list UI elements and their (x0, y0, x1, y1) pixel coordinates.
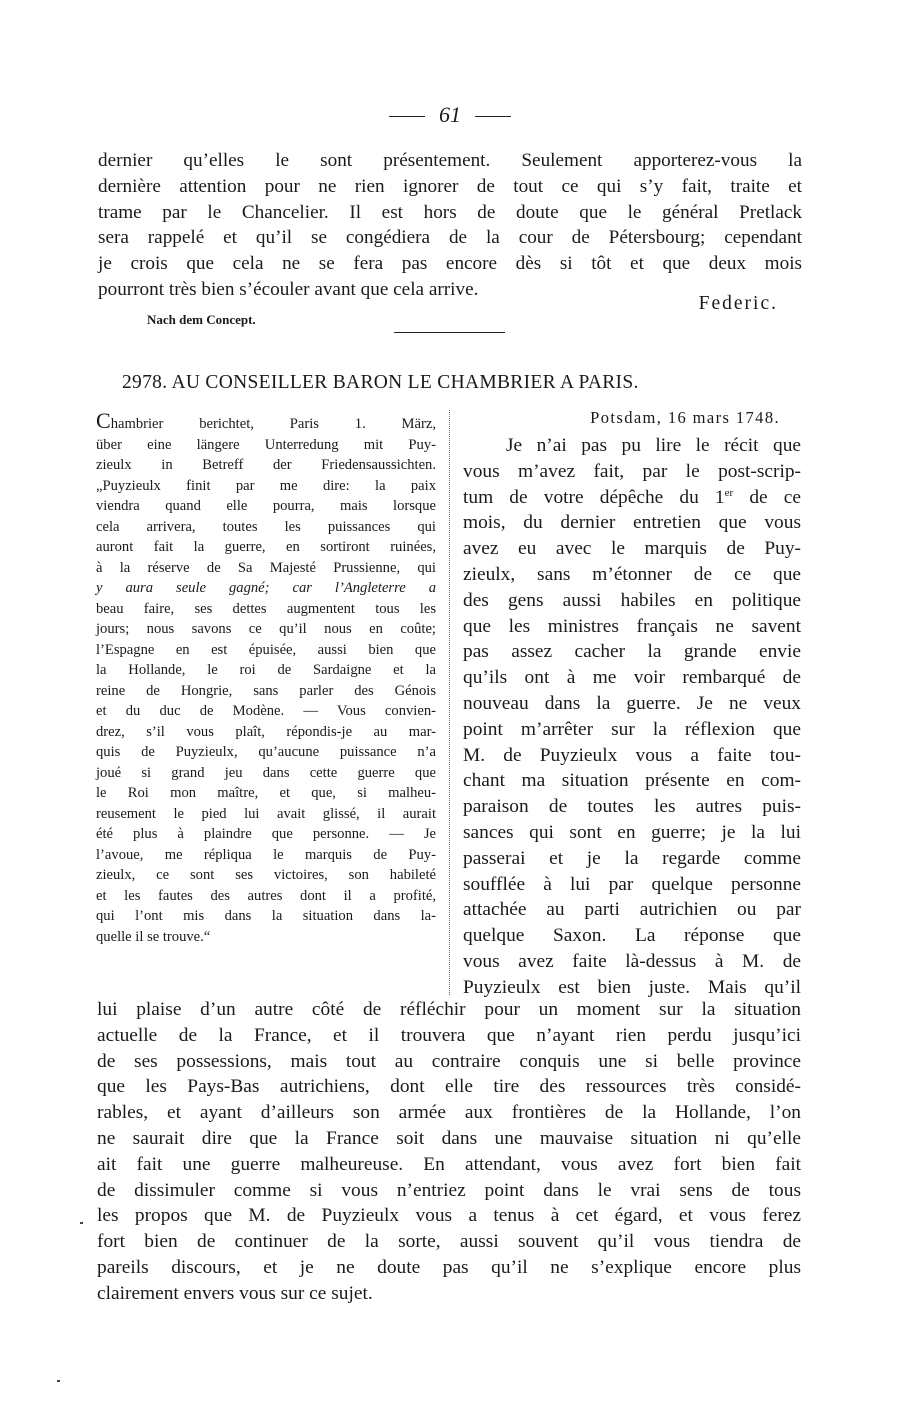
summary-line: auront fait la guerre, en sortiront ruinées, (96, 539, 436, 555)
page-number-dash-right (475, 116, 511, 117)
letter-line: pas assez cacher la grande envie (463, 641, 801, 663)
letter-line: avez eu avec le marquis de Puy- (463, 538, 801, 560)
letter-line: mois, du dernier entretien que vous (463, 512, 801, 534)
letter-line: vous m’avez fait, par le post-scrip- (463, 460, 801, 482)
letter-line: des gens aussi habiles en politique (463, 589, 801, 611)
summary-initial: C (96, 408, 111, 433)
summary-line: la Hollande, le roi de Sardaigne et la (96, 662, 436, 678)
summary-line: été plus à plaindre que personne. — Je (96, 826, 436, 842)
stray-mark (57, 1380, 60, 1382)
summary-line: et les fautes des autres dont il a profité, (96, 887, 436, 904)
letter-column-text (463, 433, 801, 1001)
summary-line: viendra quand elle pourra, mais lorsque (96, 498, 436, 514)
summary-line: y aura seule gagné; car l’Angleterre a (96, 580, 436, 596)
text-line: dernier qu’elles le sont présentement. Seulement apporterez-vous la (98, 150, 802, 171)
summary-line: beau faire, ses dettes augmentent tous les (96, 600, 436, 617)
letter-line: qu’ils ont à me voir rembarqué de (463, 667, 801, 689)
page-number (0, 102, 900, 128)
summary-line: drez, s’il vous plaît, répondis-je au mar- (96, 723, 436, 740)
summary-line: l’Espagne en est épuisée, aussi bien que (96, 641, 436, 658)
letter-line: sances qui sont en guerre; je la lui (463, 821, 801, 843)
stray-mark (80, 1222, 83, 1224)
summary-line: zieulx in Betreff der Friedensaussichten. (96, 457, 436, 473)
summary-line: hambrier berichtet, Paris 1. März, (110, 416, 436, 432)
letter-line: soufflée à lui par quelque personne (463, 873, 801, 895)
summary-line: cela arrivera, toutes les puissances qui (96, 518, 436, 535)
summary-line: reusement le pied lui avait glissé, il aurait (96, 805, 436, 822)
letter-line: actuelle de la France, et il trouvera que n’ayant rien perdu jusqu’ici (97, 1024, 801, 1046)
summary-line-first (96, 408, 436, 435)
letter-line: lui plaise d’un autre côté de réfléchir pour un moment sur la situation (97, 999, 801, 1020)
summary-line: joué si grand jeu dans cette guerre que (96, 764, 436, 781)
summary-line: jours; nous savons ce qu’il nous en coûte; (96, 621, 436, 637)
text-line: trame par le Chancelier. Il est hors de doute que le général Pretlack (98, 201, 802, 223)
letter-line: nouveau dans la guerre. Je ne veux (463, 692, 801, 714)
summary-line: über eine längere Unterredung mit Puy- (96, 436, 436, 453)
summary-line: à la réserve de Sa Majesté Prussienne, qui (96, 559, 436, 576)
page-number-dash-left (389, 116, 425, 117)
page-number-text: 61 (439, 102, 461, 127)
letter-line: ne saurait dire que la France soit dans une mauvaise situation ni qu’elle (97, 1127, 801, 1149)
letter-line: vous avez faite là-dessus à M. de (463, 950, 801, 972)
letter-line: ait fait une guerre malheureuse. En attendant, vous avez fort bien fait (97, 1153, 801, 1175)
summary-line: reine de Hongrie, sans parler des Génois (96, 682, 436, 699)
text-line: je crois que cela ne se fera pas encore dès si tôt et que deux mois (98, 253, 802, 275)
letter-line: paraison de toutes les autres puis- (463, 796, 801, 818)
letter-line: quelque Saxon. La réponse que (463, 925, 801, 947)
text-line: pourront très bien s’écouler avant que cela arrive. (98, 278, 479, 300)
preceding-letter-text (98, 148, 802, 303)
letter-line: pareils discours, et je ne doute pas qu’il ne s’explique encore plus (97, 1256, 801, 1278)
letter-line: point m’arrêter sur la réflexion que (463, 718, 801, 740)
section-rule (394, 332, 505, 333)
letter-line: les propos que M. de Puyzieulx vous a tenus à cet égard, et vous ferez (97, 1205, 801, 1227)
text-line: sera rappelé et qu’il se congédiera de la cour de Pétersbourg; cependant (98, 227, 802, 249)
summary-line: et du duc de Modène. — Vous convien- (96, 703, 436, 719)
summary-line: „Puyzieulx finit par me dire: la paix (96, 477, 436, 494)
summary-line: quelle il se trouve.“ (96, 928, 211, 945)
letter-line: tum de votre dépêche du 1er de ce (463, 486, 801, 508)
source-note: Nach dem Concept. (147, 312, 256, 327)
letter-line: que les ministres français ne savent (463, 615, 801, 637)
letter-summary (96, 408, 436, 947)
letter-line: zieulx, sans m’étonner de ce que (463, 563, 801, 585)
letter-line: chant ma situation présente en com- (463, 770, 801, 792)
letter-line: Puyzieulx est bien juste. Mais qu’il (463, 976, 801, 998)
summary-line: le Roi mon maître, et que, si malheu- (96, 785, 436, 801)
summary-line: quis de Puyzieulx, qu’aucune puissance n’a (96, 744, 436, 760)
letter-full-width-text (97, 997, 801, 1307)
signature: Federic. (698, 293, 778, 314)
text-line: dernière attention pour ne rien ignorer de tout ce qui s’y fait, traite et (98, 175, 802, 197)
letter-heading: 2978. AU CONSEILLER BARON LE CHAMBRIER A PARIS. (122, 372, 639, 393)
letter-line: fort bien de continuer de la sorte, aussi souvent qu’il vous tiendra de (97, 1231, 801, 1253)
letter-line: rables, et ayant d’ailleurs son armée aux frontières de la Hollande, l’on (97, 1102, 801, 1124)
letter-line: M. de Puyzieulx vous a faite tou- (463, 744, 801, 766)
dateline: Potsdam, 16 mars 1748. (590, 408, 780, 427)
column-divider (449, 410, 450, 995)
letter-line: clairement envers vous sur ce sujet. (97, 1282, 373, 1304)
summary-line: l’avoue, me répliqua le marquis de Puy- (96, 846, 436, 863)
letter-line: attachée au parti autrichien ou par (463, 899, 801, 921)
letter-line: que les Pays-Bas autrichiens, dont elle tire des ressources très considé- (97, 1076, 801, 1098)
letter-line: passerai et je la regarde comme (463, 847, 801, 869)
letter-line: Je n’ai pas pu lire le récit que (506, 435, 801, 456)
summary-line: qui l’ont mis dans la situation dans la- (96, 908, 436, 924)
letter-line: de dissimuler comme si vous n’entriez point dans le vrai sens de tous (97, 1179, 801, 1201)
ordinal-superscript: er (724, 486, 734, 499)
letter-line: de ses possessions, mais tout au contraire conquis une si belle province (97, 1050, 801, 1072)
summary-line: zieulx, ce sont ses victoires, son habileté (96, 867, 436, 883)
